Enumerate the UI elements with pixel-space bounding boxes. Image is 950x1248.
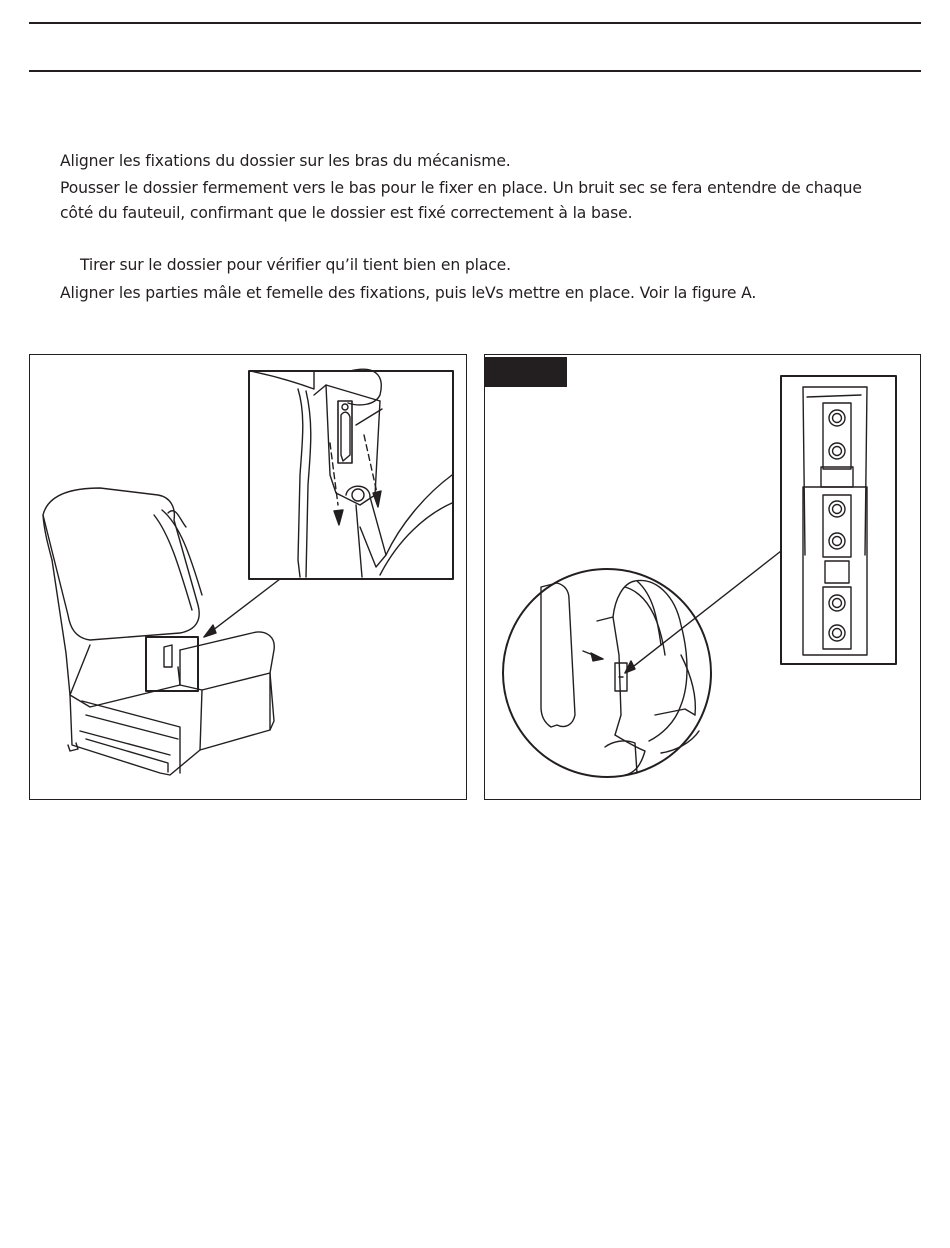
figure-left-panel [29, 354, 467, 800]
header-rule-bottom [29, 70, 921, 72]
figure-right-panel [484, 354, 921, 800]
instruction-line-2b: côté du fauteuil, confirmant que le dossier est fixé correctement à la base. [60, 204, 633, 222]
instruction-line-4: Aligner les parties mâle et femelle des fixations, puis leVs mettre en place. Voir la figure A. [60, 284, 757, 302]
instruction-line-3: Tirer sur le dossier pour vérifier qu’il tient bien en place. [80, 256, 511, 274]
instruction-line-1: Aligner les fixations du dossier sur les bras du mécanisme. [60, 152, 511, 170]
side-cushion-attach-illustration [485, 355, 922, 801]
recliner-backrest-attach-illustration [30, 355, 468, 801]
figure-label-block [485, 357, 567, 387]
header-rule-top [29, 22, 921, 24]
instruction-line-2a: Pousser le dossier fermement vers le bas pour le fixer en place. Un bruit sec se fera entendre de chaque [60, 179, 862, 197]
